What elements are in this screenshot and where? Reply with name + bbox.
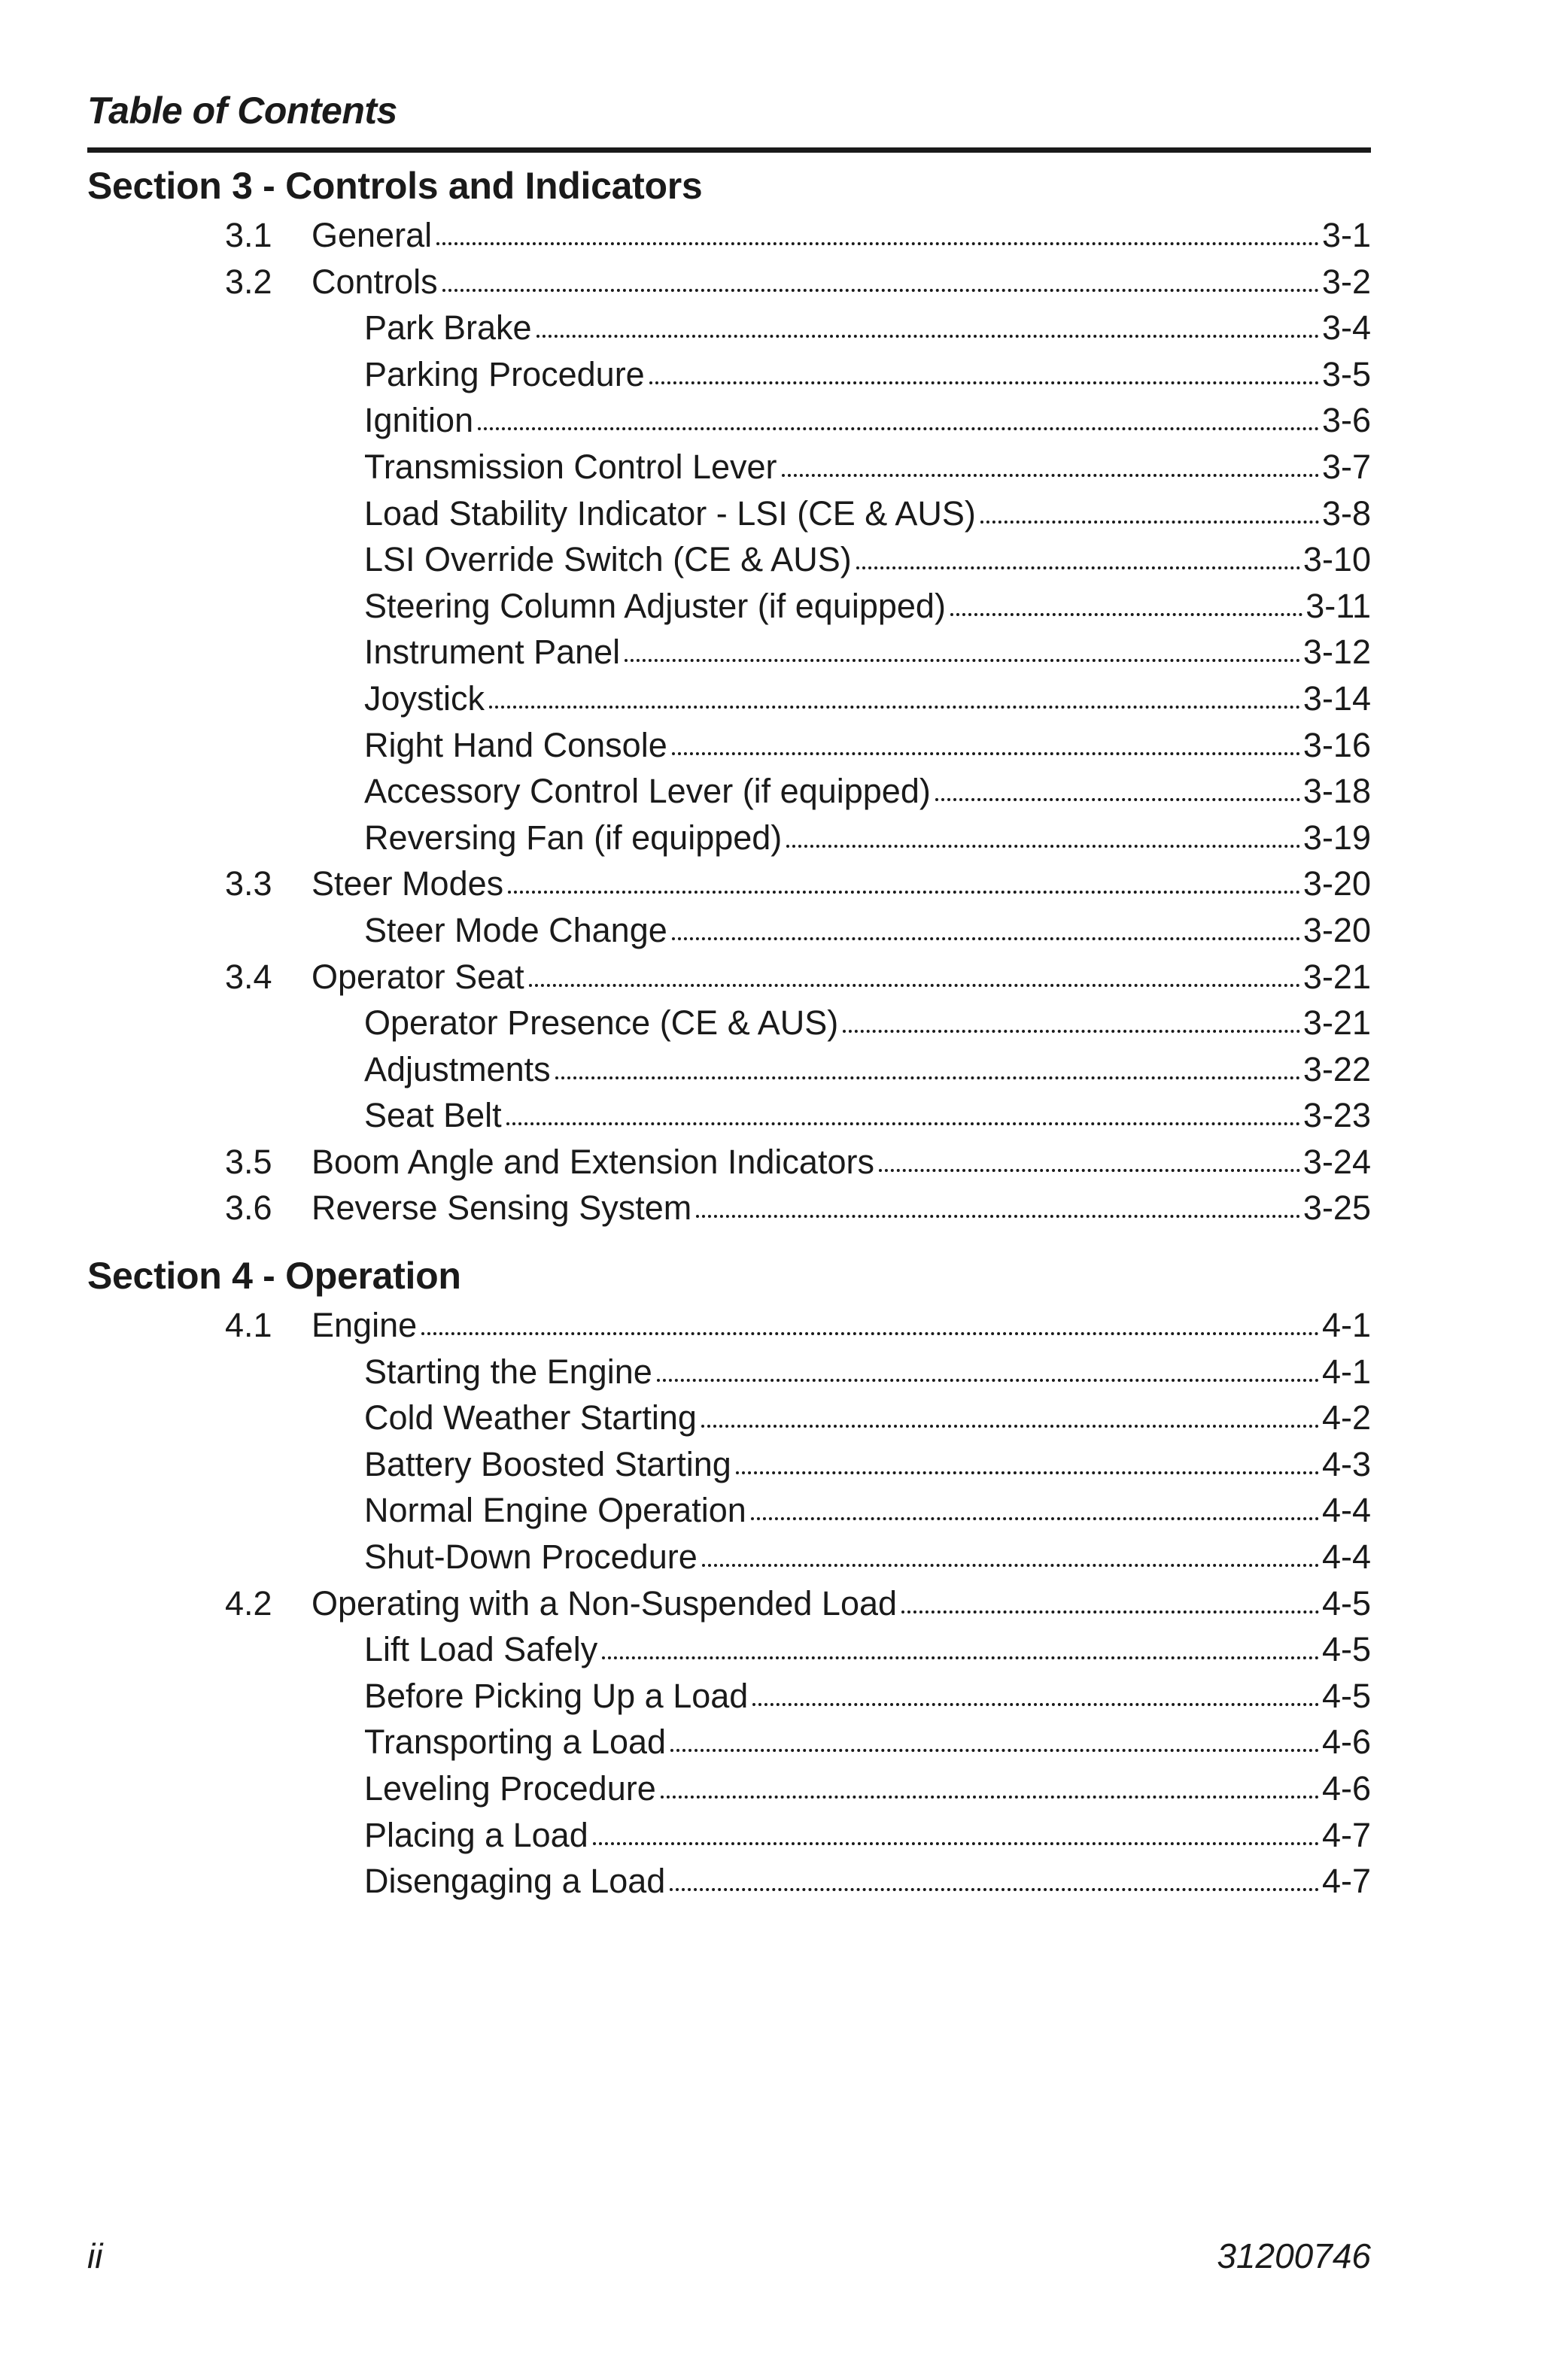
- entry-title: Steer Modes: [312, 864, 504, 903]
- toc-entry[interactable]: [87, 722, 1371, 769]
- entry-row: [364, 490, 1371, 537]
- entry-title: Battery Boosted Starting: [364, 1444, 731, 1483]
- entry-page-number: 4-1: [1321, 1352, 1371, 1391]
- entry-row: [312, 954, 1371, 1000]
- toc-entry[interactable]: [87, 1487, 1371, 1534]
- entry-row: [364, 305, 1371, 351]
- entry-page-number: 3-2: [1321, 262, 1371, 301]
- entry-page-number: 3-22: [1302, 1049, 1371, 1088]
- entry-title: Placing a Load: [364, 1815, 588, 1854]
- entry-title: General: [312, 216, 433, 254]
- dot-leader: [879, 1169, 1300, 1172]
- toc-entry[interactable]: [87, 675, 1371, 722]
- section-entries: [87, 1302, 1371, 1905]
- entry-title: Instrument Panel: [364, 633, 621, 672]
- entry-title: Adjustments: [364, 1049, 551, 1088]
- entry-row: [312, 1580, 1371, 1627]
- entry-title: Joystick: [364, 678, 485, 718]
- entry-title: Steering Column Adjuster (if equipped): [364, 586, 946, 625]
- entry-page-number: 3-7: [1321, 447, 1371, 486]
- entry-page-number: 4-3: [1321, 1444, 1371, 1483]
- entry-page-number: 3-1: [1321, 216, 1371, 254]
- dot-leader: [489, 706, 1300, 709]
- entry-title: Ignition: [364, 401, 474, 440]
- entry-number: 3.1: [225, 216, 272, 254]
- dot-leader: [736, 1471, 1319, 1474]
- dot-leader: [701, 1425, 1319, 1428]
- entry-page-number: 3-8: [1321, 493, 1371, 533]
- toc-entry[interactable]: [87, 954, 1371, 1000]
- entry-title: Leveling Procedure: [364, 1769, 656, 1808]
- entry-page-number: 4-1: [1321, 1306, 1371, 1345]
- toc-entry[interactable]: [87, 1092, 1371, 1139]
- dot-leader: [529, 984, 1300, 987]
- entry-number: 3.2: [225, 262, 272, 301]
- header-rule: [87, 147, 1371, 153]
- entry-row: [364, 1395, 1371, 1441]
- entry-row: [364, 815, 1371, 861]
- entry-title: LSI Override Switch (CE & AUS): [364, 540, 852, 579]
- page-title: Table of Contents: [87, 90, 397, 132]
- toc-entry[interactable]: [87, 490, 1371, 537]
- dot-leader: [901, 1610, 1319, 1613]
- toc-entry[interactable]: [87, 1673, 1371, 1720]
- dot-leader: [442, 289, 1319, 292]
- toc-entry[interactable]: [87, 1046, 1371, 1093]
- entry-page-number: 3-6: [1321, 401, 1371, 440]
- dot-leader: [661, 1796, 1319, 1799]
- entry-number: 3.4: [225, 957, 272, 996]
- entry-row: [364, 1534, 1371, 1580]
- section-entries: [87, 212, 1371, 1231]
- dot-leader: [436, 242, 1319, 245]
- footer-page-label: ii: [87, 2236, 103, 2275]
- entry-page-number: 3-25: [1302, 1188, 1371, 1228]
- dot-leader: [672, 937, 1300, 940]
- entry-row: [364, 907, 1371, 954]
- entry-page-number: 3-12: [1302, 633, 1371, 672]
- toc-entry[interactable]: [87, 212, 1371, 259]
- entry-row: [364, 1487, 1371, 1534]
- entry-row: [364, 1626, 1371, 1673]
- entry-row: [364, 629, 1371, 675]
- dot-leader: [421, 1332, 1319, 1335]
- entry-title: Before Picking Up a Load: [364, 1676, 749, 1715]
- entry-number: 3.6: [225, 1188, 272, 1228]
- entry-page-number: 3-24: [1302, 1142, 1371, 1181]
- entry-row: [364, 675, 1371, 722]
- table-of-contents: [87, 159, 1371, 1905]
- toc-entry[interactable]: [87, 815, 1371, 861]
- entry-row: [364, 768, 1371, 815]
- entry-number: 4.2: [225, 1583, 272, 1623]
- toc-entry[interactable]: [87, 768, 1371, 815]
- entry-title: Steer Mode Change: [364, 910, 667, 949]
- toc-entry[interactable]: [87, 1441, 1371, 1488]
- dot-leader: [478, 427, 1319, 430]
- toc-entry[interactable]: [87, 907, 1371, 954]
- section-gap: [87, 1231, 1371, 1249]
- toc-entry[interactable]: [87, 444, 1371, 490]
- dot-leader: [625, 659, 1300, 662]
- entry-row: [364, 1719, 1371, 1765]
- toc-section: [87, 159, 1371, 1231]
- entry-page-number: 4-6: [1321, 1769, 1371, 1808]
- entry-title: Accessory Control Lever (if equipped): [364, 772, 931, 811]
- entry-row: [312, 1185, 1371, 1231]
- entry-page-number: 3-4: [1321, 308, 1371, 348]
- entry-page-number: 3-14: [1302, 678, 1371, 718]
- entry-page-number: 3-19: [1302, 818, 1371, 857]
- entry-page-number: 3-21: [1302, 1003, 1371, 1043]
- entry-title: Operator Seat: [312, 957, 524, 996]
- dot-leader: [751, 1517, 1319, 1520]
- entry-title: Load Stability Indicator - LSI (CE & AUS): [364, 493, 976, 533]
- entry-title: Park Brake: [364, 308, 532, 348]
- dot-leader: [786, 845, 1300, 848]
- entry-title: Cold Weather Starting: [364, 1398, 697, 1437]
- dot-leader: [649, 381, 1319, 384]
- entry-row: [364, 397, 1371, 444]
- entry-row: [364, 583, 1371, 630]
- entry-page-number: 3-11: [1305, 586, 1371, 625]
- entry-page-number: 4-7: [1321, 1862, 1371, 1901]
- dot-leader: [593, 1842, 1319, 1845]
- section-heading: Section 4 - Operation: [87, 1255, 461, 1298]
- entry-title: Boom Angle and Extension Indicators: [312, 1142, 874, 1181]
- toc-entry[interactable]: [87, 1626, 1371, 1673]
- entry-row: [364, 351, 1371, 398]
- dot-leader: [555, 1076, 1300, 1079]
- dot-leader: [980, 521, 1319, 524]
- entry-row: [312, 861, 1371, 907]
- entry-row: [364, 1349, 1371, 1395]
- dot-leader: [752, 1703, 1319, 1706]
- entry-page-number: 3-23: [1302, 1096, 1371, 1135]
- entry-page-number: 4-6: [1321, 1723, 1371, 1762]
- entry-title: Transporting a Load: [364, 1723, 667, 1762]
- entry-title: Engine: [312, 1306, 418, 1345]
- toc-entry[interactable]: [87, 1580, 1371, 1627]
- toc-entry[interactable]: [87, 1302, 1371, 1349]
- entry-row: [364, 1812, 1371, 1859]
- entry-page-number: 4-4: [1321, 1491, 1371, 1530]
- dot-leader: [843, 1030, 1300, 1033]
- dot-leader: [696, 1215, 1300, 1218]
- entry-row: [364, 1092, 1371, 1139]
- entry-page-number: 3-16: [1302, 725, 1371, 764]
- entry-page-number: 3-21: [1302, 957, 1371, 996]
- entry-page-number: 4-4: [1321, 1538, 1371, 1577]
- toc-entry[interactable]: [87, 1185, 1371, 1231]
- entry-row: [312, 259, 1371, 305]
- entry-row: [364, 1046, 1371, 1093]
- entry-title: Operator Presence (CE & AUS): [364, 1003, 839, 1043]
- toc-entry[interactable]: [87, 397, 1371, 444]
- entry-row: [364, 1673, 1371, 1720]
- entry-title: Disengaging a Load: [364, 1862, 666, 1901]
- entry-row: [364, 444, 1371, 490]
- toc-entry[interactable]: [87, 1858, 1371, 1905]
- toc-entry[interactable]: [87, 1534, 1371, 1580]
- entry-row: [312, 1302, 1371, 1349]
- dot-leader: [856, 566, 1300, 569]
- dot-leader: [935, 798, 1300, 801]
- entry-page-number: 4-2: [1321, 1398, 1371, 1437]
- entry-page-number: 3-5: [1321, 354, 1371, 393]
- dot-leader: [657, 1379, 1319, 1382]
- toc-entry[interactable]: [87, 1395, 1371, 1441]
- toc-entry[interactable]: [87, 1139, 1371, 1185]
- toc-entry[interactable]: [87, 1765, 1371, 1812]
- entry-page-number: 4-7: [1321, 1815, 1371, 1854]
- toc-entry[interactable]: [87, 351, 1371, 398]
- entry-title: Seat Belt: [364, 1096, 502, 1135]
- entry-number: 3.3: [225, 864, 272, 903]
- entry-title: Operating with a Non-Suspended Load: [312, 1583, 898, 1623]
- entry-title: Normal Engine Operation: [364, 1491, 746, 1530]
- entry-page-number: 3-20: [1302, 864, 1371, 903]
- dot-leader: [670, 1749, 1319, 1752]
- entry-page-number: 3-20: [1302, 910, 1371, 949]
- dot-leader: [950, 613, 1302, 616]
- toc-entry[interactable]: [87, 861, 1371, 907]
- entry-page-number: 3-10: [1302, 540, 1371, 579]
- entry-page-number: 4-5: [1321, 1630, 1371, 1669]
- entry-title: Transmission Control Lever: [364, 447, 777, 486]
- entry-page-number: 3-18: [1302, 772, 1371, 811]
- dot-leader: [782, 474, 1319, 477]
- toc-entry[interactable]: [87, 259, 1371, 305]
- entry-title: Parking Procedure: [364, 354, 645, 393]
- dot-leader: [670, 1888, 1319, 1891]
- section-heading: Section 3 - Controls and Indicators: [87, 165, 703, 207]
- entry-row: [364, 1765, 1371, 1812]
- toc-entry[interactable]: [87, 536, 1371, 583]
- dot-leader: [702, 1564, 1319, 1567]
- entry-title: Reverse Sensing System: [312, 1188, 692, 1228]
- toc-entry[interactable]: [87, 1719, 1371, 1765]
- footer-doc-number: 31200746: [1217, 2236, 1371, 2275]
- entry-title: Controls: [312, 262, 438, 301]
- entry-title: Starting the Engine: [364, 1352, 652, 1391]
- entry-title: Shut-Down Procedure: [364, 1538, 698, 1577]
- entry-title: Right Hand Console: [364, 725, 667, 764]
- dot-leader: [602, 1656, 1319, 1659]
- entry-row: [364, 1441, 1371, 1488]
- toc-entry[interactable]: [87, 1812, 1371, 1859]
- entry-title: Reversing Fan (if equipped): [364, 818, 783, 857]
- entry-number: 3.5: [225, 1142, 272, 1181]
- entry-row: [312, 1139, 1371, 1185]
- toc-entry[interactable]: [87, 583, 1371, 630]
- entry-page-number: 4-5: [1321, 1583, 1371, 1623]
- entry-row: [364, 536, 1371, 583]
- dot-leader: [536, 335, 1319, 338]
- dot-leader: [508, 891, 1300, 894]
- dot-leader: [672, 752, 1300, 755]
- entry-row: [364, 1000, 1371, 1046]
- entry-page-number: 4-5: [1321, 1676, 1371, 1715]
- entry-row: [312, 212, 1371, 259]
- toc-section: [87, 1249, 1371, 1905]
- entry-number: 4.1: [225, 1306, 272, 1345]
- entry-row: [364, 1858, 1371, 1905]
- toc-entry[interactable]: [87, 305, 1371, 351]
- toc-entry[interactable]: [87, 1000, 1371, 1046]
- dot-leader: [506, 1122, 1300, 1125]
- toc-entry[interactable]: [87, 1349, 1371, 1395]
- entry-row: [364, 722, 1371, 769]
- entry-title: Lift Load Safely: [364, 1630, 598, 1669]
- toc-entry[interactable]: [87, 629, 1371, 675]
